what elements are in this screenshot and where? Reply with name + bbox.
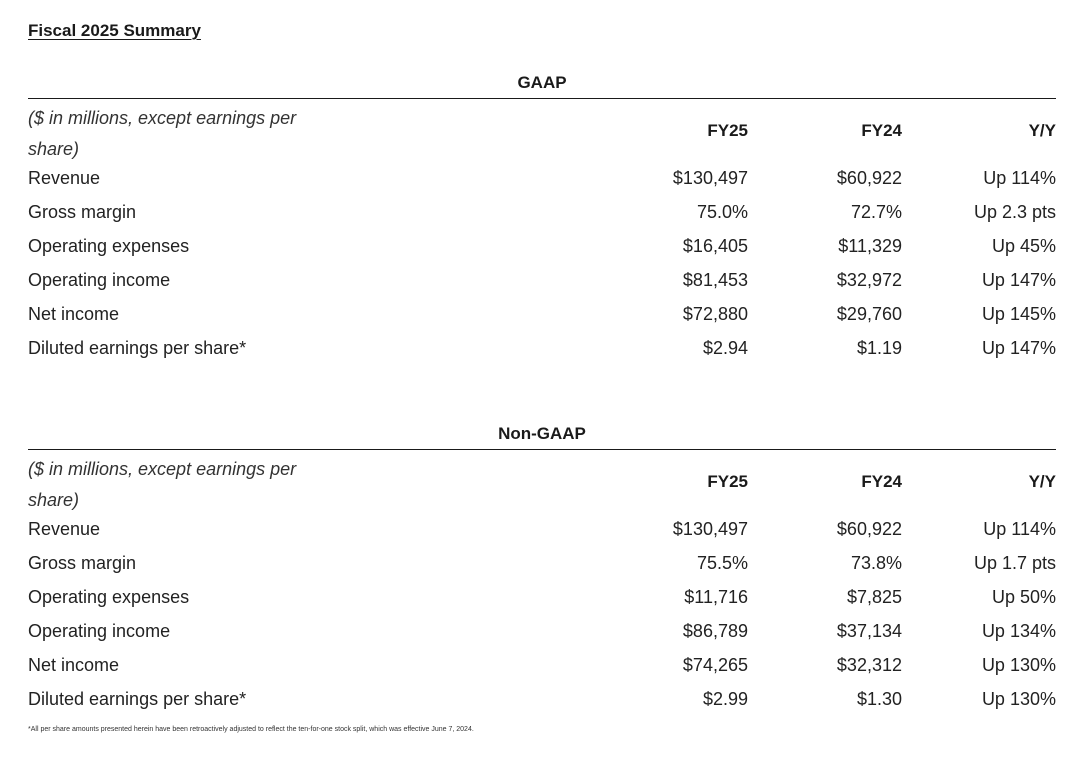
value-yy: Up 114% xyxy=(983,519,1056,539)
gaap-col-yy: Y/Y xyxy=(1028,121,1056,140)
value-fy25: 75.5% xyxy=(696,553,748,573)
value-fy24: $60,922 xyxy=(836,168,902,188)
value-fy24: $7,825 xyxy=(846,587,902,607)
value-fy24: $32,972 xyxy=(836,270,902,290)
value-fy25: $2.94 xyxy=(702,338,748,358)
row-label: Diluted earnings per share* xyxy=(28,689,247,709)
footnote: *All per share amounts presented herein have been retroactively adjusted to reflect the ten-for-one stock split, which was effective June 7, 2024. xyxy=(28,726,474,733)
row-label: Operating expenses xyxy=(28,236,190,256)
gaap-units-note: ($ in millions, except earnings per share) xyxy=(28,108,297,159)
gaap-title-text: GAAP xyxy=(517,73,567,92)
gaap-table xyxy=(28,72,1056,367)
value-yy: Up 1.7 pts xyxy=(973,553,1056,573)
value-yy: Up 45% xyxy=(991,236,1056,256)
gaap-section-title xyxy=(28,72,1056,99)
value-yy: Up 147% xyxy=(981,270,1056,290)
value-fy24: $60,922 xyxy=(836,519,902,539)
page-title: Fiscal 2025 Summary xyxy=(28,21,201,40)
value-yy: Up 114% xyxy=(983,168,1056,188)
value-yy: Up 130% xyxy=(981,689,1056,709)
non-gaap-col-yy: Y/Y xyxy=(1028,472,1056,491)
table-row xyxy=(28,333,1056,367)
value-yy: Up 130% xyxy=(981,655,1056,675)
value-fy24: $1.30 xyxy=(856,689,902,709)
value-fy24: $29,760 xyxy=(836,304,902,324)
value-fy25: $130,497 xyxy=(672,519,748,539)
value-yy: Up 134% xyxy=(981,621,1056,641)
non-gaap-title-text: Non-GAAP xyxy=(498,424,586,443)
gaap-col-fy24: FY24 xyxy=(861,121,902,140)
non-gaap-col-fy25: FY25 xyxy=(707,472,748,491)
value-yy: Up 145% xyxy=(981,304,1056,324)
row-label: Revenue xyxy=(28,519,101,539)
table-row xyxy=(28,197,1056,231)
value-fy25: $16,405 xyxy=(682,236,748,256)
table-row xyxy=(28,650,1056,684)
row-label: Operating expenses xyxy=(28,587,190,607)
non-gaap-header-row xyxy=(28,450,1056,514)
value-fy25: $74,265 xyxy=(682,655,748,675)
value-fy24: $1.19 xyxy=(856,338,902,358)
gaap-header-row xyxy=(28,99,1056,163)
row-label: Gross margin xyxy=(28,553,137,573)
table-row xyxy=(28,265,1056,299)
value-fy25: $81,453 xyxy=(682,270,748,290)
table-row xyxy=(28,299,1056,333)
non-gaap-col-fy24: FY24 xyxy=(861,472,902,491)
row-label: Revenue xyxy=(28,168,101,188)
row-label: Gross margin xyxy=(28,202,137,222)
non-gaap-section-title xyxy=(28,423,1056,450)
table-row xyxy=(28,684,1056,718)
value-fy25: $11,716 xyxy=(684,587,748,607)
value-fy25: $130,497 xyxy=(672,168,748,188)
table-row xyxy=(28,616,1056,650)
value-fy25: $72,880 xyxy=(682,304,748,324)
value-yy: Up 147% xyxy=(981,338,1056,358)
table-row xyxy=(28,548,1056,582)
value-fy25: 75.0% xyxy=(696,202,748,222)
value-fy24: $37,134 xyxy=(836,621,902,641)
value-fy24: 73.8% xyxy=(850,553,902,573)
table-row xyxy=(28,514,1056,548)
value-yy: Up 2.3 pts xyxy=(973,202,1056,222)
value-fy25: $2.99 xyxy=(702,689,748,709)
gaap-col-fy25: FY25 xyxy=(707,121,748,140)
row-label: Net income xyxy=(28,655,120,675)
value-fy24: $11,329 xyxy=(838,236,902,256)
non-gaap-units-note: ($ in millions, except earnings per share) xyxy=(28,459,297,510)
table-row xyxy=(28,163,1056,197)
row-label: Net income xyxy=(28,304,120,324)
value-fy25: $86,789 xyxy=(682,621,748,641)
table-row xyxy=(28,582,1056,616)
non-gaap-table xyxy=(28,423,1056,718)
row-label: Diluted earnings per share* xyxy=(28,338,247,358)
value-fy24: 72.7% xyxy=(850,202,902,222)
value-yy: Up 50% xyxy=(991,587,1056,607)
row-label: Operating income xyxy=(28,621,171,641)
table-row xyxy=(28,231,1056,265)
value-fy24: $32,312 xyxy=(836,655,902,675)
row-label: Operating income xyxy=(28,270,171,290)
